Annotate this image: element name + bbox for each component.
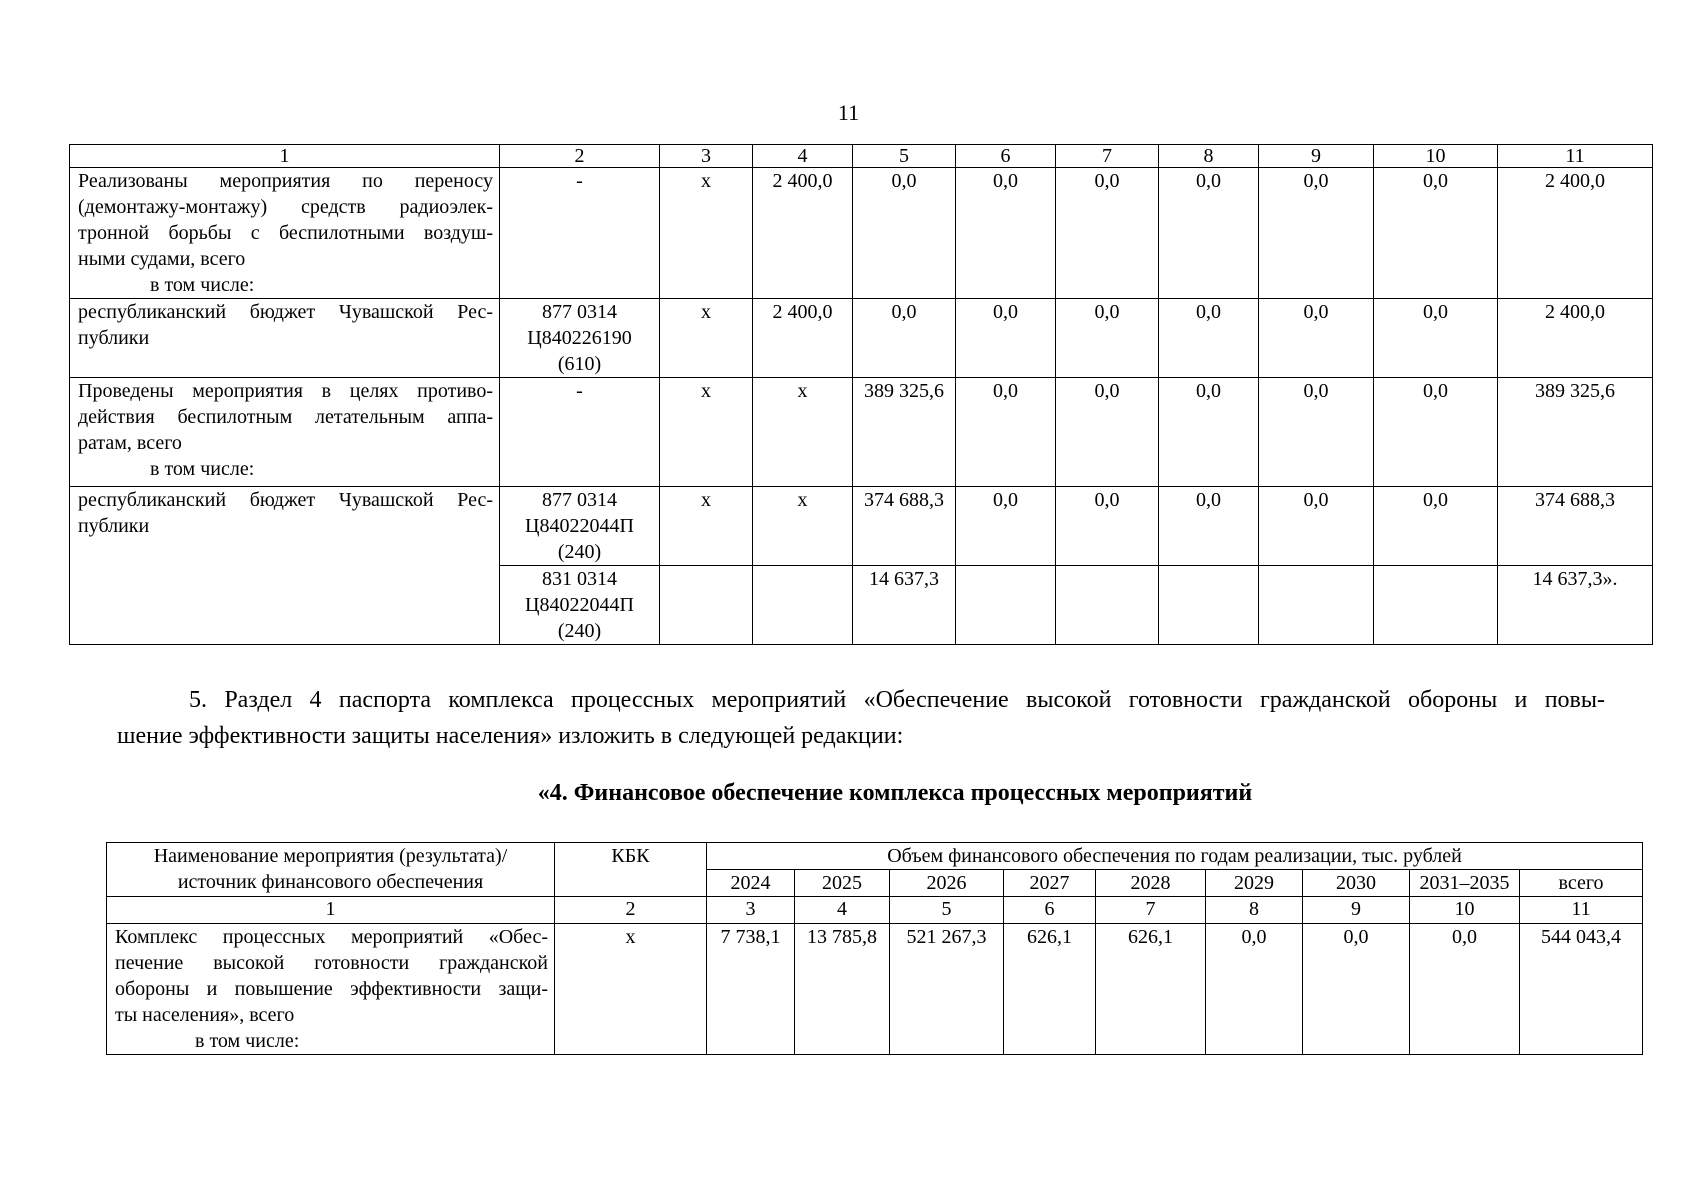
value-cell: 389 325,6 [853,378,956,487]
value-cell [1374,566,1498,645]
value-cell: 0,0 [1159,378,1259,487]
value-cell: х [753,378,853,487]
value-cell: 0,0 [1056,168,1159,299]
table-row [70,168,1653,299]
value-cell: 0,0 [1303,924,1410,1055]
header-volume: Объем финансового обеспечения по годам реализации, тыс. рублей [707,843,1643,870]
column-number: 5 [890,897,1004,924]
value-cell [1056,566,1159,645]
value-cell: 0,0 [1259,487,1374,566]
value-cell: 0,0 [1259,168,1374,299]
value-cell: 0,0 [853,168,956,299]
table-row [70,487,1653,566]
value-cell: 521 267,3 [890,924,1004,1055]
value-cell: х [660,487,753,566]
value-cell: 626,1 [1004,924,1096,1055]
value-cell: 0,0 [853,299,956,378]
value-cell: 0,0 [956,168,1056,299]
value-cell: 0,0 [956,378,1056,487]
value-cell [956,566,1056,645]
value-cell [1159,566,1259,645]
activity-name: Комплекс процессных мероприятий «Обес- печение высокой готовности гражданской обороны и повышение эффективности защи- ты населения», всего в том числе: [107,924,555,1055]
column-number: 11 [1520,897,1643,924]
value-cell: 0,0 [956,487,1056,566]
value-cell: 0,0 [1410,924,1520,1055]
value-cell: 0,0 [1374,487,1498,566]
year-header: 2024 [707,870,795,897]
value-cell: 14 637,3 [853,566,956,645]
financing-table [106,842,1643,1055]
column-number: 8 [1206,897,1303,924]
header-kbk: КБК [555,843,707,897]
value-cell: 0,0 [1206,924,1303,1055]
column-number: 5 [853,145,956,168]
value-cell: 0,0 [1374,299,1498,378]
column-number: 7 [1096,897,1206,924]
value-cell: 0,0 [1159,487,1259,566]
column-number: 2 [555,897,707,924]
value-cell: 544 043,4 [1520,924,1643,1055]
value-cell: х [660,378,753,487]
value-cell: 0,0 [1259,378,1374,487]
year-header: 2029 [1206,870,1303,897]
year-header: 2031–2035 [1410,870,1520,897]
kbk-cell: - [500,378,660,487]
value-cell: 0,0 [1056,487,1159,566]
value-cell: 0,0 [1056,299,1159,378]
column-number: 3 [707,897,795,924]
value-cell: 374 688,3 [1498,487,1653,566]
section-title: «4. Финансовое обеспечение комплекса процессных мероприятий [537,780,1253,806]
activity-name: Реализованы мероприятия по переносу (демонтажу-монтажу) средств радиоэлек- тронной борьбы с беспилотными воздуш- ными судами, всего в том числе: [70,168,500,299]
value-cell: 13 785,8 [795,924,890,1055]
value-cell: 0,0 [1374,168,1498,299]
financing-table-continuation [69,144,1653,645]
value-cell: 626,1 [1096,924,1206,1055]
column-number: 4 [795,897,890,924]
kbk-cell: 831 0314 Ц84022044П (240) [500,566,660,645]
page-number: 11 [837,100,860,125]
column-number: 10 [1410,897,1520,924]
header-row [107,843,1643,870]
kbk-cell: 877 0314 Ц840226190 (610) [500,299,660,378]
value-cell: 7 738,1 [707,924,795,1055]
column-number: 11 [1498,145,1653,168]
column-number: 2 [500,145,660,168]
value-cell: 0,0 [1159,168,1259,299]
year-header: 2030 [1303,870,1410,897]
value-cell: х [753,487,853,566]
column-number-row [107,897,1643,924]
column-number: 4 [753,145,853,168]
value-cell: х [660,299,753,378]
column-number: 6 [1004,897,1096,924]
value-cell: 2 400,0 [753,168,853,299]
value-cell: 2 400,0 [1498,299,1653,378]
value-cell: 2 400,0 [1498,168,1653,299]
year-header: 2028 [1096,870,1206,897]
column-number: 6 [956,145,1056,168]
value-cell: 0,0 [956,299,1056,378]
value-cell: 0,0 [1056,378,1159,487]
paragraph-line: 5. Раздел 4 паспорта комплекса процессных мероприятий «Обеспечение высокой готовности гражданской обороны и повы- [189,687,1605,713]
column-number: 7 [1056,145,1159,168]
table-row [107,924,1643,1055]
value-cell: 0,0 [1259,299,1374,378]
amendment-paragraph [117,682,1605,754]
value-cell [753,566,853,645]
column-number: 9 [1259,145,1374,168]
column-number: 3 [660,145,753,168]
value-cell [660,566,753,645]
kbk-cell: х [555,924,707,1055]
year-header: 2027 [1004,870,1096,897]
kbk-cell: 877 0314 Ц84022044П (240) [500,487,660,566]
value-cell: 14 637,3». [1498,566,1653,645]
value-cell: 389 325,6 [1498,378,1653,487]
column-number: 8 [1159,145,1259,168]
funding-source: республиканский бюджет Чувашской Рес- публики [70,299,500,378]
paragraph-line: шение эффективности защиты населения» изложить в следующей редакции: [117,723,904,749]
header-name: Наименование мероприятия (результата)/ источник финансового обеспечения [107,843,555,897]
year-header: 2025 [795,870,890,897]
value-cell: х [660,168,753,299]
table-row [70,378,1653,487]
year-header: 2026 [890,870,1004,897]
column-number: 1 [70,145,500,168]
column-number: 9 [1303,897,1410,924]
kbk-cell: - [500,168,660,299]
value-cell: 374 688,3 [853,487,956,566]
column-number: 10 [1374,145,1498,168]
value-cell [1259,566,1374,645]
value-cell: 0,0 [1374,378,1498,487]
activity-name: Проведены мероприятия в целях противо- действия беспилотным летательным аппа- ратам, всего в том числе: [70,378,500,487]
value-cell: 2 400,0 [753,299,853,378]
column-number-row [70,145,1653,168]
value-cell: 0,0 [1159,299,1259,378]
column-number: 1 [107,897,555,924]
year-header: всего [1520,870,1643,897]
funding-source: республиканский бюджет Чувашской Рес- публики [70,487,500,645]
table-row [70,299,1653,378]
